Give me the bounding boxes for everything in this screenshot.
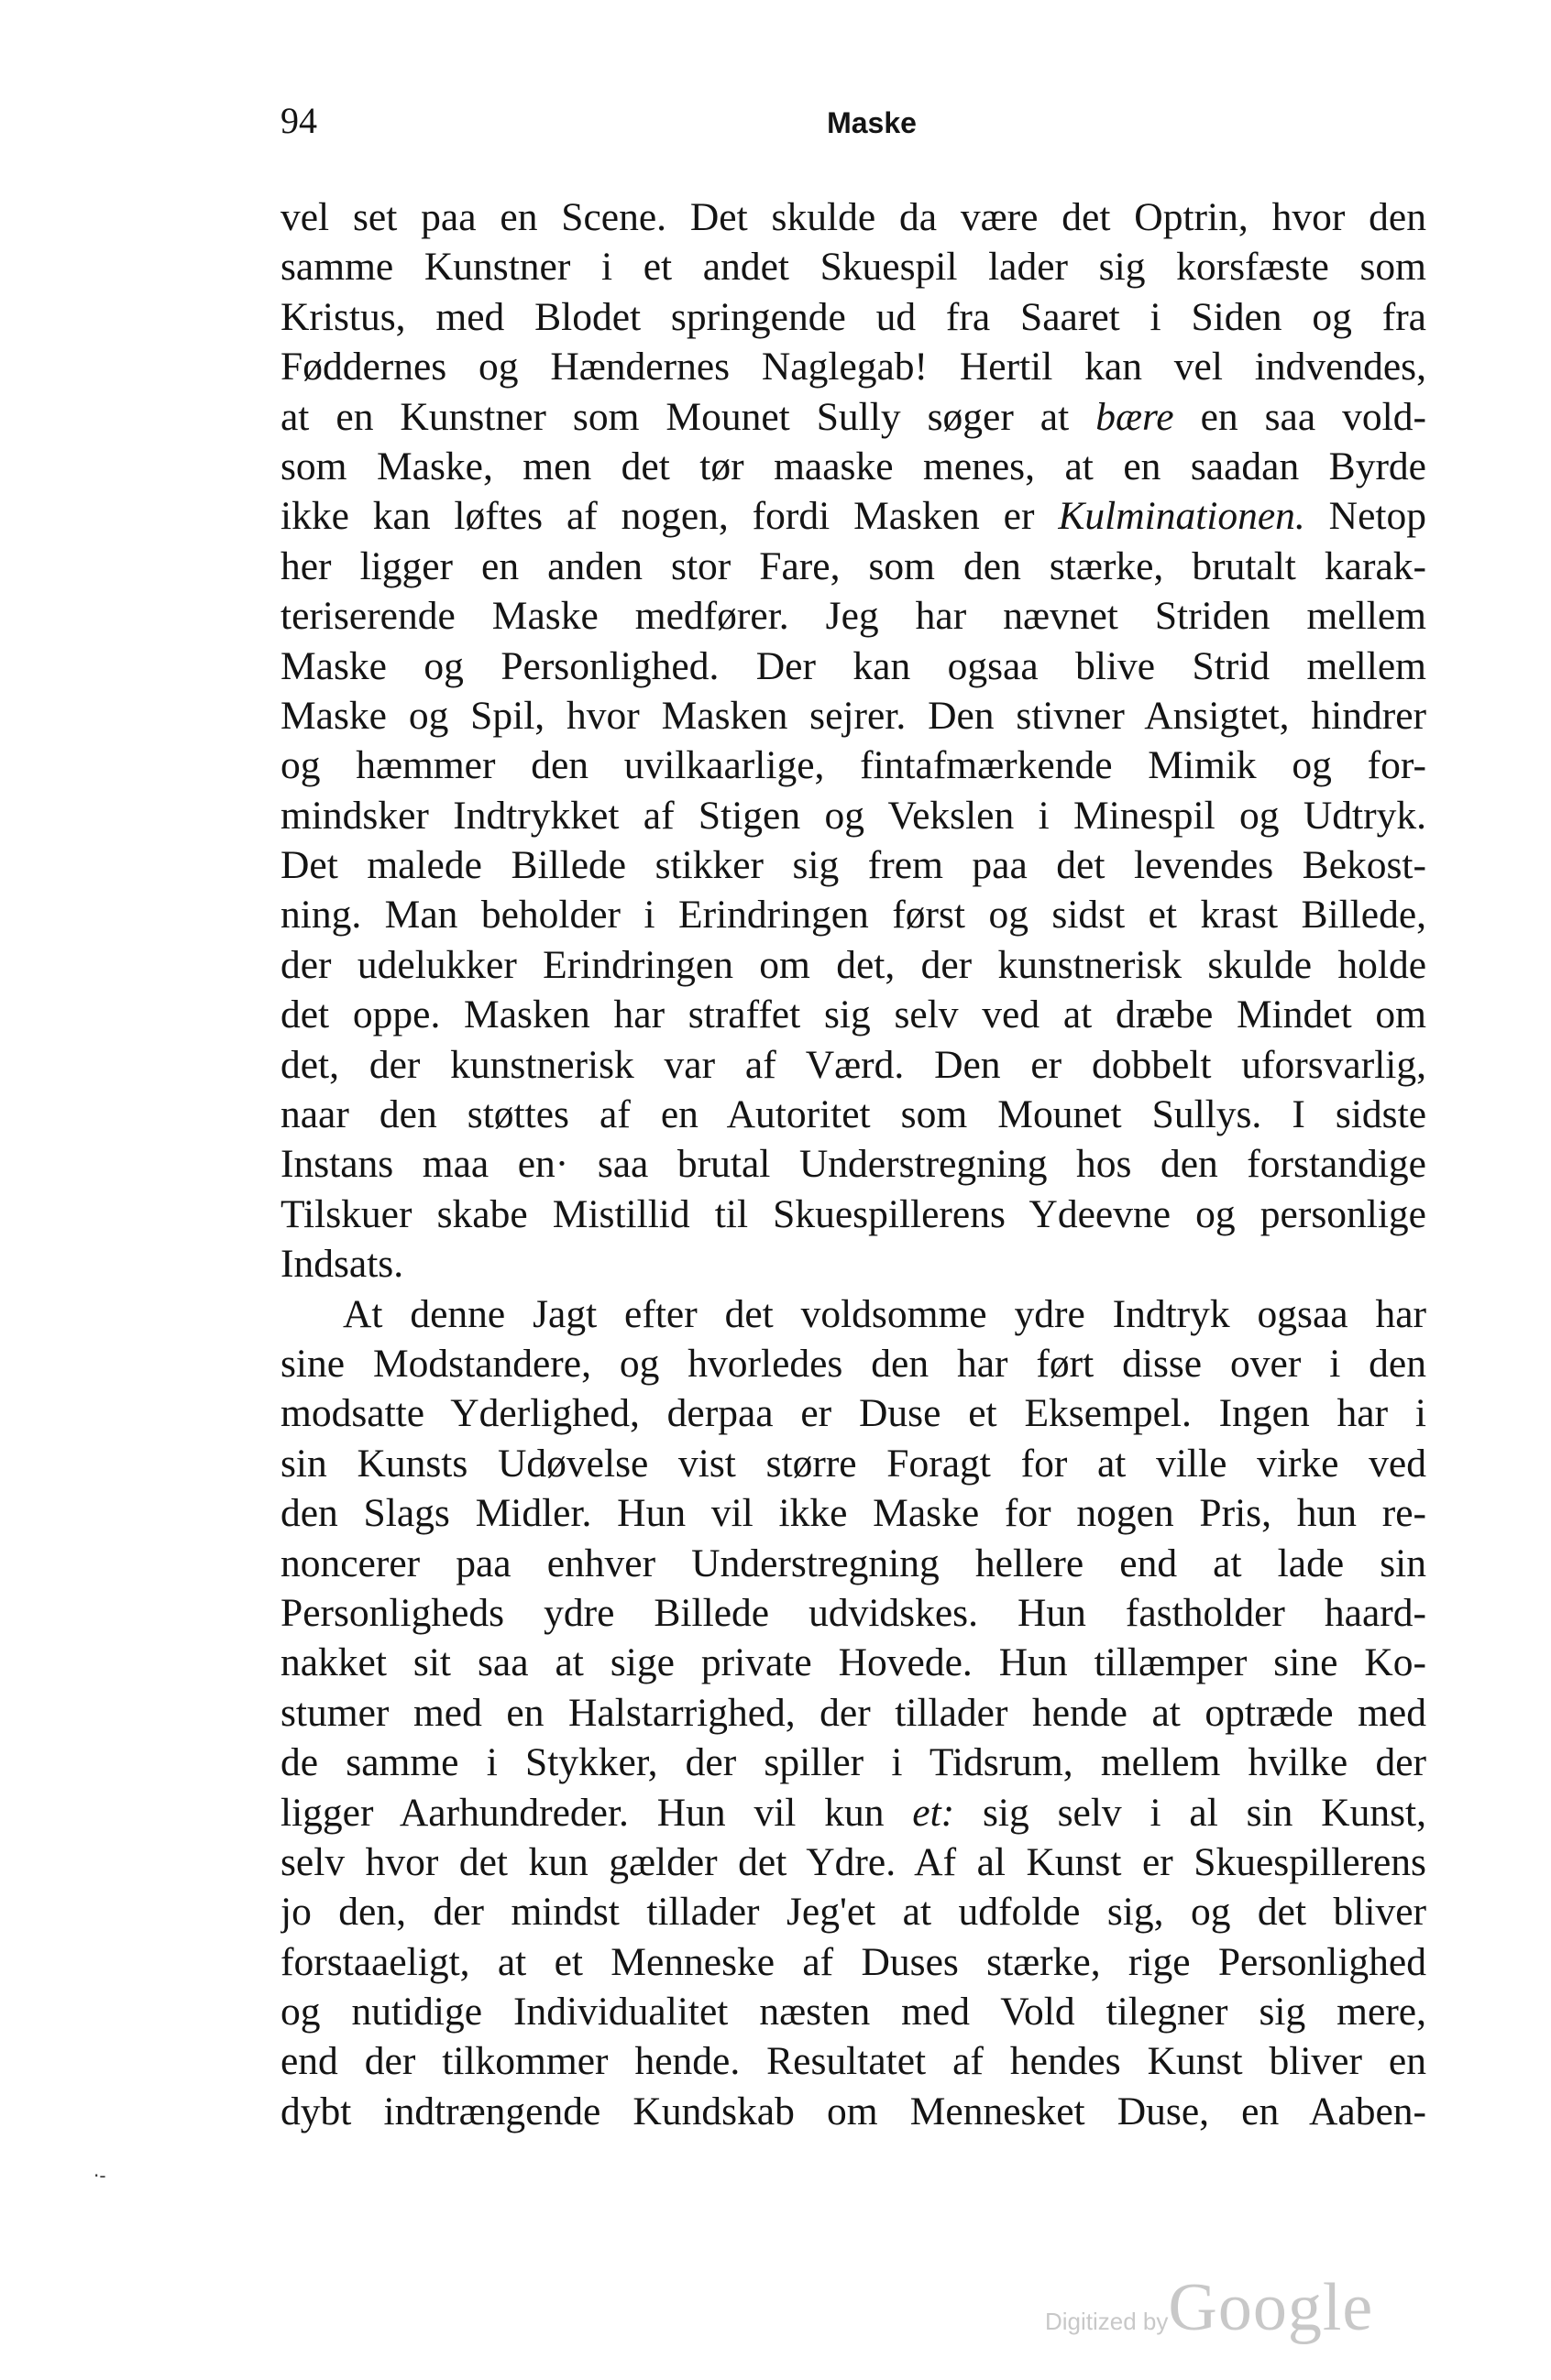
text-line: der udelukker Erindringen om det, der kunstnerisk skulde holde	[280, 942, 1426, 987]
body-text	[280, 192, 1426, 2136]
paragraph-2	[280, 1289, 1426, 2137]
text-line: nakket sit saa at sige private Hovede. Hun tillæmper sine Ko-	[280, 1640, 1426, 1685]
running-head: Maske	[827, 106, 917, 139]
page-header	[280, 99, 1426, 154]
text-line: selv hvor det kun gælder det Ydre. Af al Kunst er Skuespillerens	[280, 1839, 1426, 1884]
text-line: de samme i Stykker, der spiller i Tidsrum, mellem hvilke der	[280, 1740, 1426, 1785]
text-line: sin Kunsts Udøvelse vist større Foragt for at ville virke ved	[280, 1441, 1426, 1486]
text-line: vel set paa en Scene. Det skulde da være det Optrin, hvor den	[280, 195, 1426, 239]
text-line: her ligger en anden stor Fare, som den stærke, brutalt karak-	[280, 543, 1426, 588]
text-line: samme Kunstner i et andet Skuespil lader sig korsfæste som	[280, 245, 1426, 290]
text-line: Kristus, med Blodet springende ud fra Saaret i Siden og fra	[280, 294, 1426, 339]
text-line: Tilskuer skabe Mistillid til Skuespillerens Ydeevne og personlige	[280, 1191, 1426, 1236]
text-line: Personligheds ydre Billede udvidskes. Hun fastholder haard-	[280, 1590, 1426, 1635]
text-line: det oppe. Masken har straffet sig selv ved at dræbe Mindet om	[280, 993, 1426, 1037]
text-line: ikke kan løftes af nogen, fordi Masken er Kulminationen. Netop	[280, 494, 1426, 539]
watermark-prefix: Digitized by	[1045, 2308, 1169, 2335]
text-line: naar den støttes af en Autoritet som Mounet Sullys. I sidste	[280, 1092, 1426, 1137]
text-line: ning. Man beholder i Erindringen først og sidst et krast Billede,	[280, 893, 1426, 938]
page-number: 94	[280, 100, 317, 141]
text-line: Maske og Spil, hvor Masken sejrer. Den stivner Ansigtet, hindrer	[280, 693, 1426, 738]
paragraph-1	[280, 192, 1426, 1289]
text-line: jo den, der mindst tillader Jeg'et at udfolde sig, og det bliver	[280, 1890, 1426, 1935]
text-line: At denne Jagt efter det voldsomme ydre Indtryk ogsaa har	[343, 1291, 1426, 1336]
text-line: og hæmmer den uvilkaarlige, fintafmærkende Mimik og for-	[280, 743, 1426, 788]
text-line: som Maske, men det tør maaske menes, at en saadan Byrde	[280, 444, 1426, 488]
text-line: modsatte Yderlighed, derpaa er Duse et Eksempel. Ingen har i	[280, 1391, 1426, 1436]
text-line: end der tilkommer hende. Resultatet af hendes Kunst bliver en	[280, 2039, 1426, 2084]
text-line: Maske og Personlighed. Der kan ogsaa blive Strid mellem	[280, 643, 1426, 688]
text-line: ligger Aarhundreder. Hun vil kun et: sig selv i al sin Kunst,	[280, 1790, 1426, 1835]
text-line: Føddernes og Hændernes Naglegab! Hertil kan vel indvendes,	[280, 345, 1426, 389]
text-line: Indsats.	[280, 1242, 404, 1287]
text-line: den Slags Midler. Hun vil ikke Maske for nogen Pris, hun re-	[280, 1491, 1426, 1536]
text-line: det, der kunstnerisk var af Værd. Den er dobbelt uforsvarlig,	[280, 1042, 1426, 1087]
text-line: Det malede Billede stikker sig frem paa det levendes Bekost-	[280, 843, 1426, 888]
text-line: mindsker Indtrykket af Stigen og Vekslen i Minespil og Udtryk.	[280, 793, 1426, 838]
text-line: teriserende Maske medfører. Jeg har nævnet Striden mellem	[280, 594, 1426, 639]
text-line: Instans maa en· saa brutal Understregning hos den forstandige	[280, 1142, 1426, 1187]
text-line: sine Modstandere, og hvorledes den har ført disse over i den	[280, 1341, 1426, 1386]
text-line: og nutidige Individualitet næsten med Vold tilegner sig mere,	[280, 1990, 1426, 2035]
text-line: noncerer paa enhver Understregning hellere end at lade sin	[280, 1541, 1426, 1585]
text-line: at en Kunstner som Mounet Sully søger at bære en saa vold-	[280, 394, 1426, 439]
text-line: dybt indtrængende Kundskab om Mennesket Duse, en Aaben-	[280, 2089, 1426, 2133]
google-logo: Google	[1168, 2270, 1374, 2345]
text-line: forstaaeligt, at et Menneske af Duses stærke, rige Personlighed	[280, 1939, 1426, 1984]
text-line: stumer med en Halstarrighed, der tillader hende at optræde med	[280, 1690, 1426, 1735]
stray-mark: ·-	[94, 2165, 106, 2187]
digitized-by-google-watermark	[1045, 2269, 1373, 2347]
